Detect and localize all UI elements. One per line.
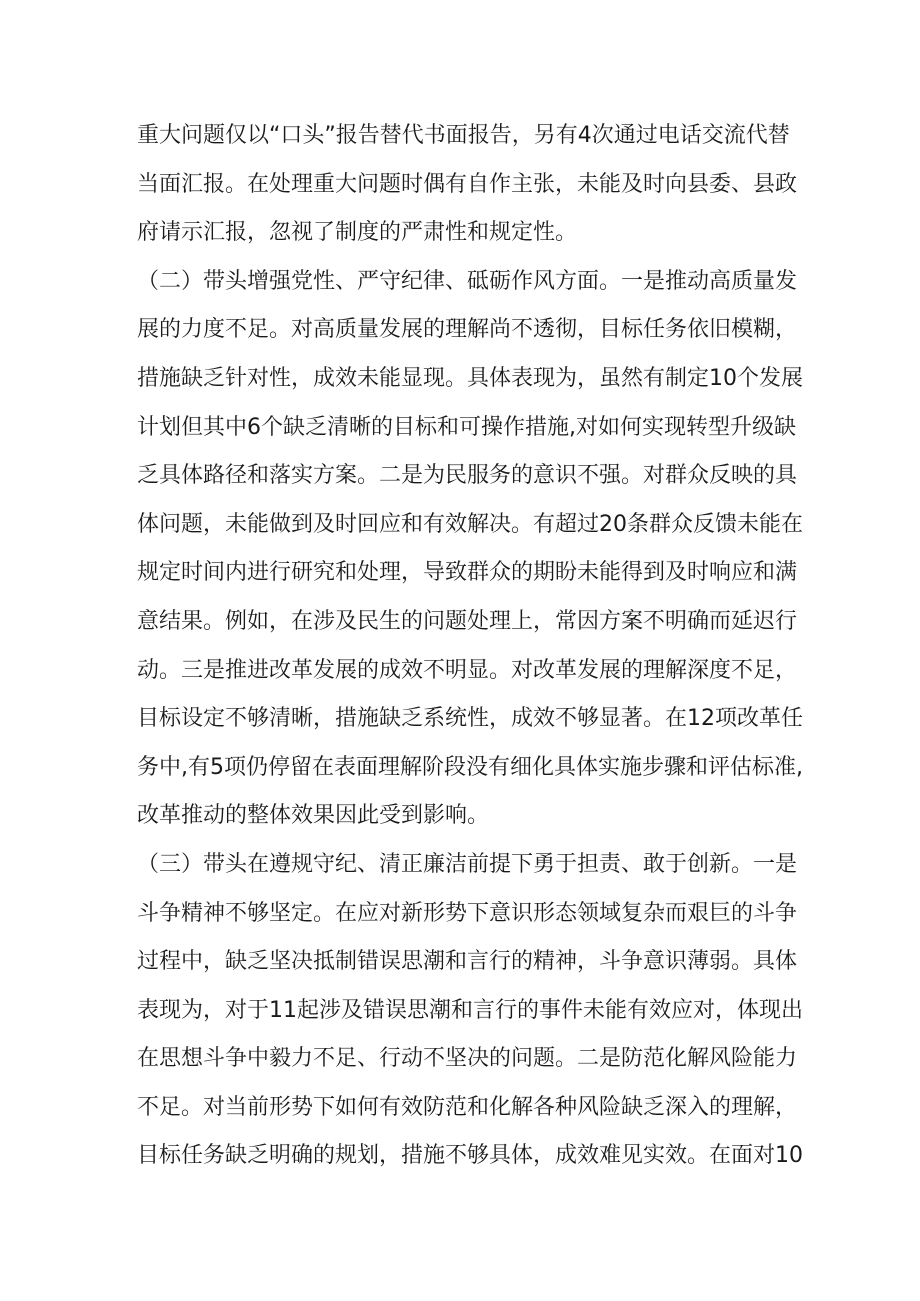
text-line: 目标任务缺乏明确的规划，措施不够具体，成效难见实效。在面对10 xyxy=(137,1143,803,1169)
text-line: 表现为，对于11起涉及错误思潮和言行的事件未能有效应对，体现出 xyxy=(137,997,803,1023)
body-text xyxy=(137,112,803,1181)
text-line: 目标设定不够清晰，措施缺乏系统性，成效不够显著。在12项改革任 xyxy=(137,706,803,732)
section-heading-line: （三）带头在遵规守纪、清正廉洁前提下勇于担责、敢于创新。一是 xyxy=(137,851,798,877)
text-line: 不足。对当前形势下如何有效防范和化解各种风险缺乏深入的理解， xyxy=(137,1094,798,1120)
text-line: 当面汇报。在处理重大问题时偶有自作主张，未能及时向县委、县政 xyxy=(137,171,798,197)
text-line: 措施缺乏针对性，成效未能显现。具体表现为，虽然有制定10个发展 xyxy=(137,365,803,391)
text-line: 展的力度不足。对高质量发展的理解尚不透彻，目标任务依旧模糊， xyxy=(137,317,798,343)
text-line: 乏具体路径和落实方案。二是为民服务的意识不强。对群众反映的具 xyxy=(137,463,798,489)
text-line: 重大问题仅以“口头”报告替代书面报告，另有4次通过电话交流代替 xyxy=(137,123,790,148)
text-line: 动。三是推进改革发展的成效不明显。对改革发展的理解深度不足， xyxy=(137,657,798,683)
text-line: 务中,有5项仍停留在表面理解阶段没有细化具体实施步骤和评估标准, xyxy=(137,754,803,780)
text-line: 斗争精神不够坚定。在应对新形势下意识形态领域复杂而艰巨的斗争 xyxy=(137,900,798,926)
text-line: 意结果。例如，在涉及民生的问题处理上，常因方案不明确而延迟行 xyxy=(137,608,798,634)
text-line: 体问题，未能做到及时回应和有效解决。有超过20条群众反馈未能在 xyxy=(137,511,803,537)
section-heading-line: （二）带头增强党性、严守纪律、砥砺作风方面。一是推动高质量发 xyxy=(137,268,798,294)
text-line: 府请示汇报，忽视了制度的严肃性和规定性。 xyxy=(137,220,578,246)
text-line: 过程中，缺乏坚决抵制错误思潮和言行的精神，斗争意识薄弱。具体 xyxy=(137,949,798,975)
text-line: 改革推动的整体效果因此受到影响。 xyxy=(137,803,490,829)
text-line: 计划但其中6个缺乏清晰的目标和可操作措施,对如何实现转型升级缺 xyxy=(137,414,796,440)
text-line: 在思想斗争中毅力不足、行动不坚决的问题。二是防范化解风险能力 xyxy=(137,1046,798,1072)
text-line: 规定时间内进行研究和处理，导致群众的期盼未能得到及时响应和满 xyxy=(137,560,798,586)
